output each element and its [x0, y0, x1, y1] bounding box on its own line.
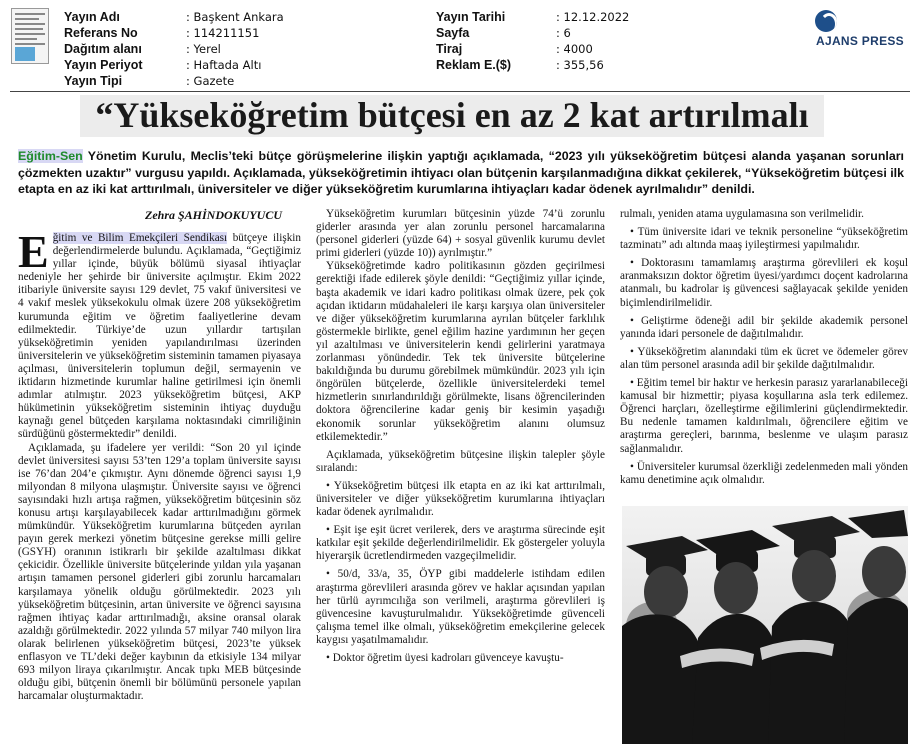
article-byline: Zehra ŞAHİNDOKUYUCU	[145, 208, 283, 222]
meta-row-circulation	[436, 41, 629, 57]
demand-item: • Tüm üniversite idari ve teknik personeline “yükseköğretim tazminatı” adı altında maaş iyileştirmesi yapılmalıdır.	[620, 226, 908, 252]
org-highlight: ğitim ve Bilim Emekçileri Sendikası	[52, 232, 228, 244]
meta-label: Sayfa	[436, 26, 470, 40]
meta-value: : Yerel	[186, 42, 221, 56]
meta-row-ad-value	[436, 57, 629, 73]
meta-label: Yayın Adı	[64, 10, 120, 24]
demand-item: • Yükseköğretim bütçesi ilk etapta en az iki kat arttırılmalı, üniversiteler ve diğer yükseköğretim kurumlarına ihtiyaçları kadar ödenek ayrılmalıdır.	[316, 479, 605, 519]
publication-meta-right	[436, 9, 629, 73]
meta-value: : Gazete	[186, 74, 235, 88]
demand-item: • Doktorasını tamamlamış araştırma görevlileri ek koşul aranmaksızın doktor öğretim üyesi/yardımcı doçent kadrolarına atanmalı, bu kadrolar iş güvencesi sağlayacak şekilde yeniden biçimlendirilmelidir.	[620, 257, 908, 309]
lead-text: Yönetim Kurulu, Meclis’teki bütçe görüşmelerine ilişkin yaptığı açıklamada, “2023 yılı yükseköğretim bütçesi alanda yaşanan sorunları çözmekten uzaktır” vurgusu yapıldı. Açıklamada, yükseköğretimin ihtiyacı olan bütçenin karşılanmadığına dikkat çekilerek, “Yükseköğretim bütçesi ilk etapta en az iki kat arttırılmalı, üniversiteler ve diğer yükseköğretim kurumlarına ihtiyaçları kadar ödenek ayrılmalıdır” denildi.	[18, 149, 904, 197]
meta-value: : 6	[556, 26, 571, 40]
lead-org-highlight: Eğitim-Sen	[18, 149, 83, 163]
article-paragraph: Açıklamada, şu ifadelere yer verildi: “Son 20 yıl içinde devlet üniversitesi sayısı 53’ten 129’a toplam üniversite sayısı ise 76’dan 204’e çıkmıştır. Aynı dönemde öğrenci sayısı 1,9 milyondan 8 milyona ulaşmıştır. Üniversite sayısı ve öğrenci sayısındaki hızlı artışa rağmen, yükseköğretim bütçesinin söz konusu artışı karşılayabilecek kadar arttırılmadığını görmek mümkündür. Yükseköğretim kurumlarına bütçeden ayrılan payın gerek merkezi yönetim bütçesine gerekse milli gelire (GSYH) oranının istikrarlı bir şekilde azaltılması dikkat çekicidir. Özellikle üniversite bütçelerinde yıldan yıla yaşanan artışın tamamen personel giderleri gibi zorunlu harcamaları karşılamaya yönelik olduğu görülmektedir. 2023 yılı yükseköğretim bütçesinin, artan üniversite ve öğrenci sayısına rağmen ihtiyaç kadar arttırılmadığı, aksine oransal olarak azaldığı görülmektedir. 2022 yılında 57 milyar 740 milyon lira olarak belirlenen yükseköğretim bütçesi, 2023’te yüksek enflasyon ve TL’deki değer kaybının da etkisiyle 134 milyar 693 milyon liraya çıkarılmıştır. Ancak tıpkı MEB bütçesinde olduğu gibi, bütçenin önemli bir bölümünü personele yapılan harcamalar oluşturmaktadır.	[18, 441, 301, 703]
demand-item: • Eğitim temel bir haktır ve herkesin parasız yararlanabileceği kamusal bir hizmettir; piyasa koşullarına asla terk edilemez. Öğrenci harçları, özelleştirme eğilimlerini güçlendirmektedir. Bu nedenle tamamen kaldırılmalı, öğrencilere eğitim ve araştırma gereçleri, barınma, beslenme ve ulaşım parasız sağlanmalıdır.	[620, 377, 908, 455]
article-column-1	[18, 232, 301, 744]
demand-item: • Üniversiteler kurumsal özerkliği zedelenmeden mali yönden kamu denetimine açık olmalıdır.	[620, 460, 908, 486]
page-thumbnail[interactable]	[11, 8, 49, 64]
meta-row-type	[64, 73, 284, 89]
article-paragraph: Yükseköğretimde kadro politikasının gözden geçirilmesi gerektiği ifade edilerek şöyle denildi: “Geçtiğimiz yıllar içinde, başta akademik ve idari kadro politikası olmak üzere, pek çok açıdan iktidarın müdahaleleri ile karşı karşıya olan üniversiteler ve diğer yükseköğretim kurumlarına ayrılan bütçeler farklılık göstermekle birlikte, genel eğilim hazine yardımının her geçen yıl azaltılması ve üniversitelerin kendi gelirlerini yaratmaya zorlanması yönündedir. Tek tek üniversite bütçelerine bakıldığında bu durumu görebilmek mümkündür. 2023 yılı için öngörülen bütçelerde, özellikle üniversitelerdeki temel hizmetlerin sınırlandırıldığı görülmekte, lisans öğrencilerinden doktora öğrencilerine kadar geniş bir kesimin yaşadığı ekonomik sorunlar yükseköğretim alanını olumsuz etkilemektedir.”	[316, 260, 605, 443]
demand-item: • Doktor öğretim üyesi kadroları güvenceye kavuştu-	[326, 652, 564, 664]
demand-item: • 50/d, 33/a, 35, ÖYP gibi maddelerle istihdam edilen araştırma görevlileri arasında görev ve haklar açısından yapılan her türlü ayrımcılığa son verilmeli, araştırma görevlileri iş güvencesine kavuşturulmalıdır. Yükseköğretimde güvenceli çalışma temel ilke olmalı, yükseköğretim emekçilerine gelecek kaygısı yaşatılmamalıdır.	[316, 568, 605, 646]
meta-value: : Haftada Altı	[186, 58, 262, 72]
article-paragraph	[18, 232, 301, 442]
article-column-3	[620, 208, 908, 504]
meta-label: Referans No	[64, 26, 138, 40]
article-paragraph: Açıklamada, yükseköğretim bütçesine ilişkin talepler şöyle sıralandı:	[316, 448, 605, 474]
meta-label: Yayın Tarihi	[436, 10, 506, 24]
meta-value: : Başkent Ankara	[186, 10, 284, 24]
meta-value: : 114211151	[186, 26, 260, 40]
meta-label: Yayın Tipi	[64, 74, 123, 88]
demand-item-continued: rulmalı, yeniden atama uygulamasına son verilmelidir.	[620, 208, 864, 220]
meta-label: Dağıtım alanı	[64, 42, 142, 56]
ajans-press-logo-icon	[815, 10, 837, 32]
drop-cap: E	[18, 232, 49, 277]
meta-row-reference-no	[64, 25, 284, 41]
meta-value: : 355,56	[556, 58, 604, 72]
meta-row-publication-name	[64, 9, 284, 25]
meta-row-date	[436, 9, 629, 25]
meta-label: Yayın Periyot	[64, 58, 143, 72]
demand-item: • Eşit işe eşit ücret verilerek, ders ve araştırma sürecinde eşit katkılar eşit şekilde değerlendirilmelidir. Ek göstergeler yoluyla hiyerarşik ücretlendirmeden vazgeçilmelidir.	[316, 524, 605, 563]
publication-meta-left	[64, 9, 284, 89]
meta-label: Reklam E.($)	[436, 58, 512, 72]
article-lead	[18, 148, 904, 198]
article-headline: “Yükseköğretim bütçesi en az 2 kat artırılmalı	[95, 95, 809, 135]
paragraph-text: bütçeye ilişkin değerlendirmelerde bulundu. Açıklamada, “Geçtiğimiz yıllar içinde, büyük bölümü siyasal ihtiyaçlar nedeniyle her şehirde bir üniversite açılmıştır. Ekim 2022 itibariyle üniversite sayısı 129 devlet, 75 vakıf üniversitesi ve 4 vakıf meslek yüksekokulu olmak üzere 208 yükseköğretim kurumunda eğitim ve öğretim faaliyetlerine devam edilmektedir. Türkiye’de uzun yıllardır tartışılan yükseköğretimin yeniden yapılandırılması üzerinden üniversitelerin ve yükseköğretim sisteminin tamamen piyasaya açılması, üniversitelerin toplumun değil, sermayenin ve iktidarın hizmetinde kurumlar haline getirilmesi için önemli adımlar atılmıştır. 2023 yükseköğretim bütçesi, AKP hükümetinin yükseköğretim sisteminin ihtiyaç duyduğu kaynağı genel bütçeden karşılama noktasındaki cimriliğinin sürdüğünü göstermektedir” denildi.	[18, 232, 301, 441]
meta-row-page	[436, 25, 629, 41]
meta-label: Tiraj	[436, 42, 463, 56]
header-divider	[10, 91, 910, 92]
ajans-press-logo-text: AJANS PRESS	[816, 34, 904, 48]
meta-value: : 12.12.2022	[556, 10, 630, 24]
demand-item: • Yükseköğretim alanındaki tüm ek ücret ve ödemeler görev alan tüm personel arasında adil bir şekilde dağıtılmalıdır.	[620, 345, 908, 371]
meta-row-period	[64, 57, 284, 73]
graduation-photo	[622, 506, 908, 744]
meta-value: : 4000	[556, 42, 593, 56]
meta-row-distribution	[64, 41, 284, 57]
article-paragraph: Yükseköğretim kurumları bütçesinin yüzde 74’ü zorunlu giderler arasında yer alan zorunlu personel harcamalarına (personel giderleri (yüzde 64) + sosyal güvenlik kurumu devlet primi giderleri (yüzde 10)) ayrılmıştır.”	[316, 208, 605, 260]
demand-item: • Geliştirme ödeneği adil bir şekilde akademik personel yanında idari personele de dağıtılmalıdır.	[620, 314, 908, 340]
article-column-2	[316, 208, 605, 744]
